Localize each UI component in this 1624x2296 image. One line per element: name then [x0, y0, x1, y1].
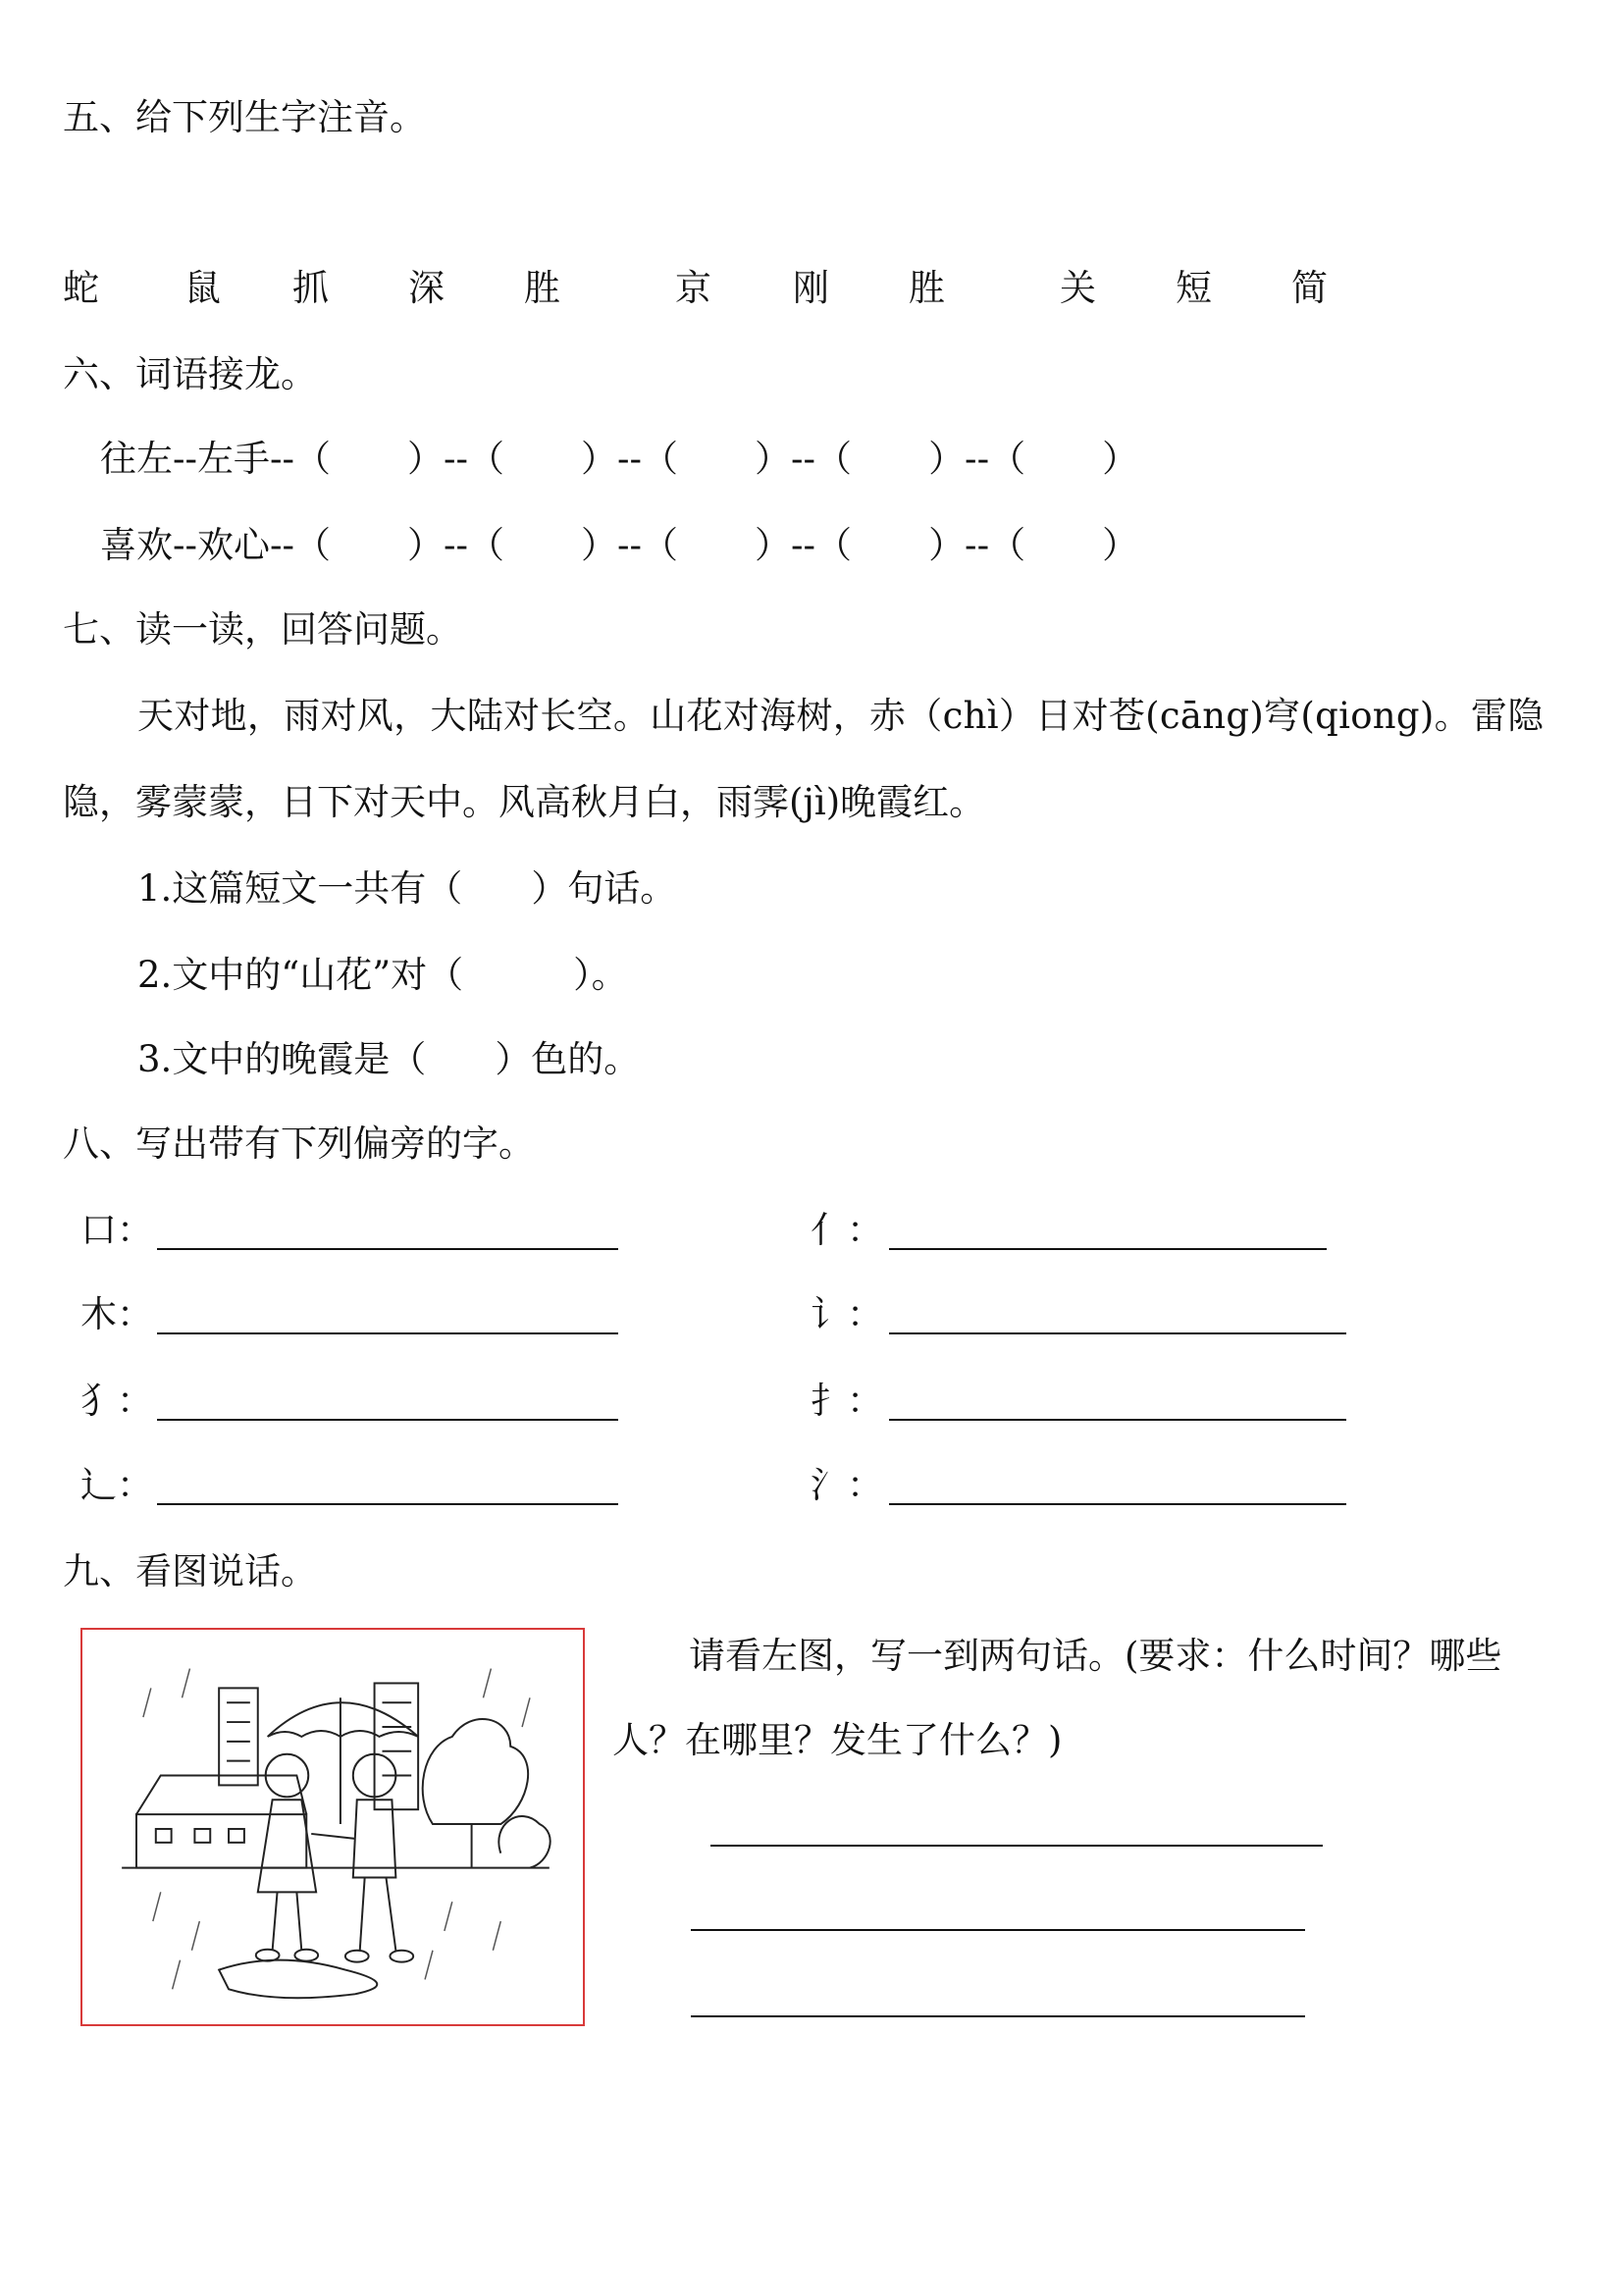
- char-item: 抓: [292, 267, 329, 309]
- chain-suffix: ）: [1102, 438, 1139, 480]
- passage-line-2: 隐，雾蒙蒙，日下对天中。风高秋月白，雨霁(jì)晚霞红。: [63, 781, 986, 823]
- answer-line[interactable]: [889, 1248, 1327, 1250]
- radical-label: 讠：: [811, 1293, 883, 1335]
- char-item: 京: [675, 267, 711, 309]
- char-item: 深: [408, 267, 445, 309]
- question-3: [137, 1038, 640, 1081]
- picture-prompt-line-2: 人？在哪里？发生了什么？): [612, 1719, 1063, 1761]
- chain-prefix: 往左--左手--（: [100, 438, 332, 480]
- writing-line[interactable]: [691, 2015, 1305, 2017]
- chain-sep: ）--（: [928, 524, 1026, 566]
- char-item: 鼠: [184, 267, 221, 309]
- question-1-text-b: ）句话。: [531, 867, 677, 910]
- radical-label: 木：: [80, 1293, 153, 1335]
- char-item: 关: [1060, 267, 1096, 309]
- radical-label: 口：: [80, 1209, 153, 1251]
- chain-sep: ）--（: [755, 524, 853, 566]
- question-2: [137, 954, 628, 997]
- radical-label: 犭：: [80, 1380, 153, 1422]
- section6-heading: 六、词语接龙。: [63, 353, 317, 395]
- char-item: 短: [1176, 267, 1212, 309]
- section9-heading: 九、看图说话。: [63, 1550, 317, 1592]
- section8-heading: 八、写出带有下列偏旁的字。: [63, 1122, 535, 1165]
- char-item: 胜: [524, 267, 560, 309]
- section5-heading: 五、给下列生字注音。: [63, 96, 426, 138]
- word-chain-row-2: [100, 524, 1138, 567]
- radical-label: 辶：: [80, 1464, 153, 1506]
- answer-line[interactable]: [889, 1419, 1346, 1421]
- question-2-text-b: ）。: [573, 954, 628, 996]
- chain-sep: ）--（: [581, 524, 679, 566]
- writing-line[interactable]: [691, 1929, 1305, 1931]
- children-umbrella-rain-illustration: [82, 1630, 583, 2024]
- question-1: [137, 867, 676, 911]
- writing-line[interactable]: [710, 1845, 1323, 1847]
- answer-line[interactable]: [157, 1248, 618, 1250]
- answer-line[interactable]: [157, 1419, 618, 1421]
- question-3-text-a: 3.文中的晚霞是（: [137, 1038, 427, 1080]
- chain-sep: ）--（: [407, 524, 505, 566]
- chain-sep: ）--（: [928, 438, 1026, 480]
- chain-sep: ）--（: [407, 438, 505, 480]
- chain-sep: ）--（: [755, 438, 853, 480]
- radical-label: 氵：: [811, 1464, 883, 1506]
- radical-label: 扌：: [811, 1380, 883, 1422]
- char-item: 胜: [909, 267, 945, 309]
- question-3-text-b: ）色的。: [495, 1038, 641, 1080]
- answer-line[interactable]: [889, 1503, 1346, 1505]
- question-2-text-a: 2.文中的“山花”对（: [137, 954, 464, 996]
- chain-prefix: 喜欢--欢心--（: [100, 524, 332, 566]
- word-chain-row-1: [100, 438, 1138, 481]
- answer-line[interactable]: [157, 1503, 618, 1505]
- question-1-text-a: 1.这篇短文一共有（: [137, 867, 463, 910]
- char-item: 简: [1291, 267, 1328, 309]
- answer-line[interactable]: [889, 1332, 1346, 1334]
- answer-line[interactable]: [157, 1332, 618, 1334]
- section7-heading: 七、读一读，回答问题。: [63, 608, 462, 651]
- radical-label: 亻：: [811, 1209, 883, 1251]
- char-item: 刚: [793, 267, 829, 309]
- char-item: 蛇: [63, 267, 99, 309]
- chain-suffix: ）: [1102, 524, 1139, 566]
- passage-line-1: 天对地，雨对风，大陆对长空。山花对海树，赤（chì）日对苍(cāng)穹(qiong)。雷隐: [137, 695, 1545, 737]
- chain-sep: ）--（: [581, 438, 679, 480]
- picture-frame: [80, 1628, 585, 2026]
- picture-prompt-line-1: 请看左图，写一到两句话。(要求：什么时间？哪些: [689, 1635, 1502, 1677]
